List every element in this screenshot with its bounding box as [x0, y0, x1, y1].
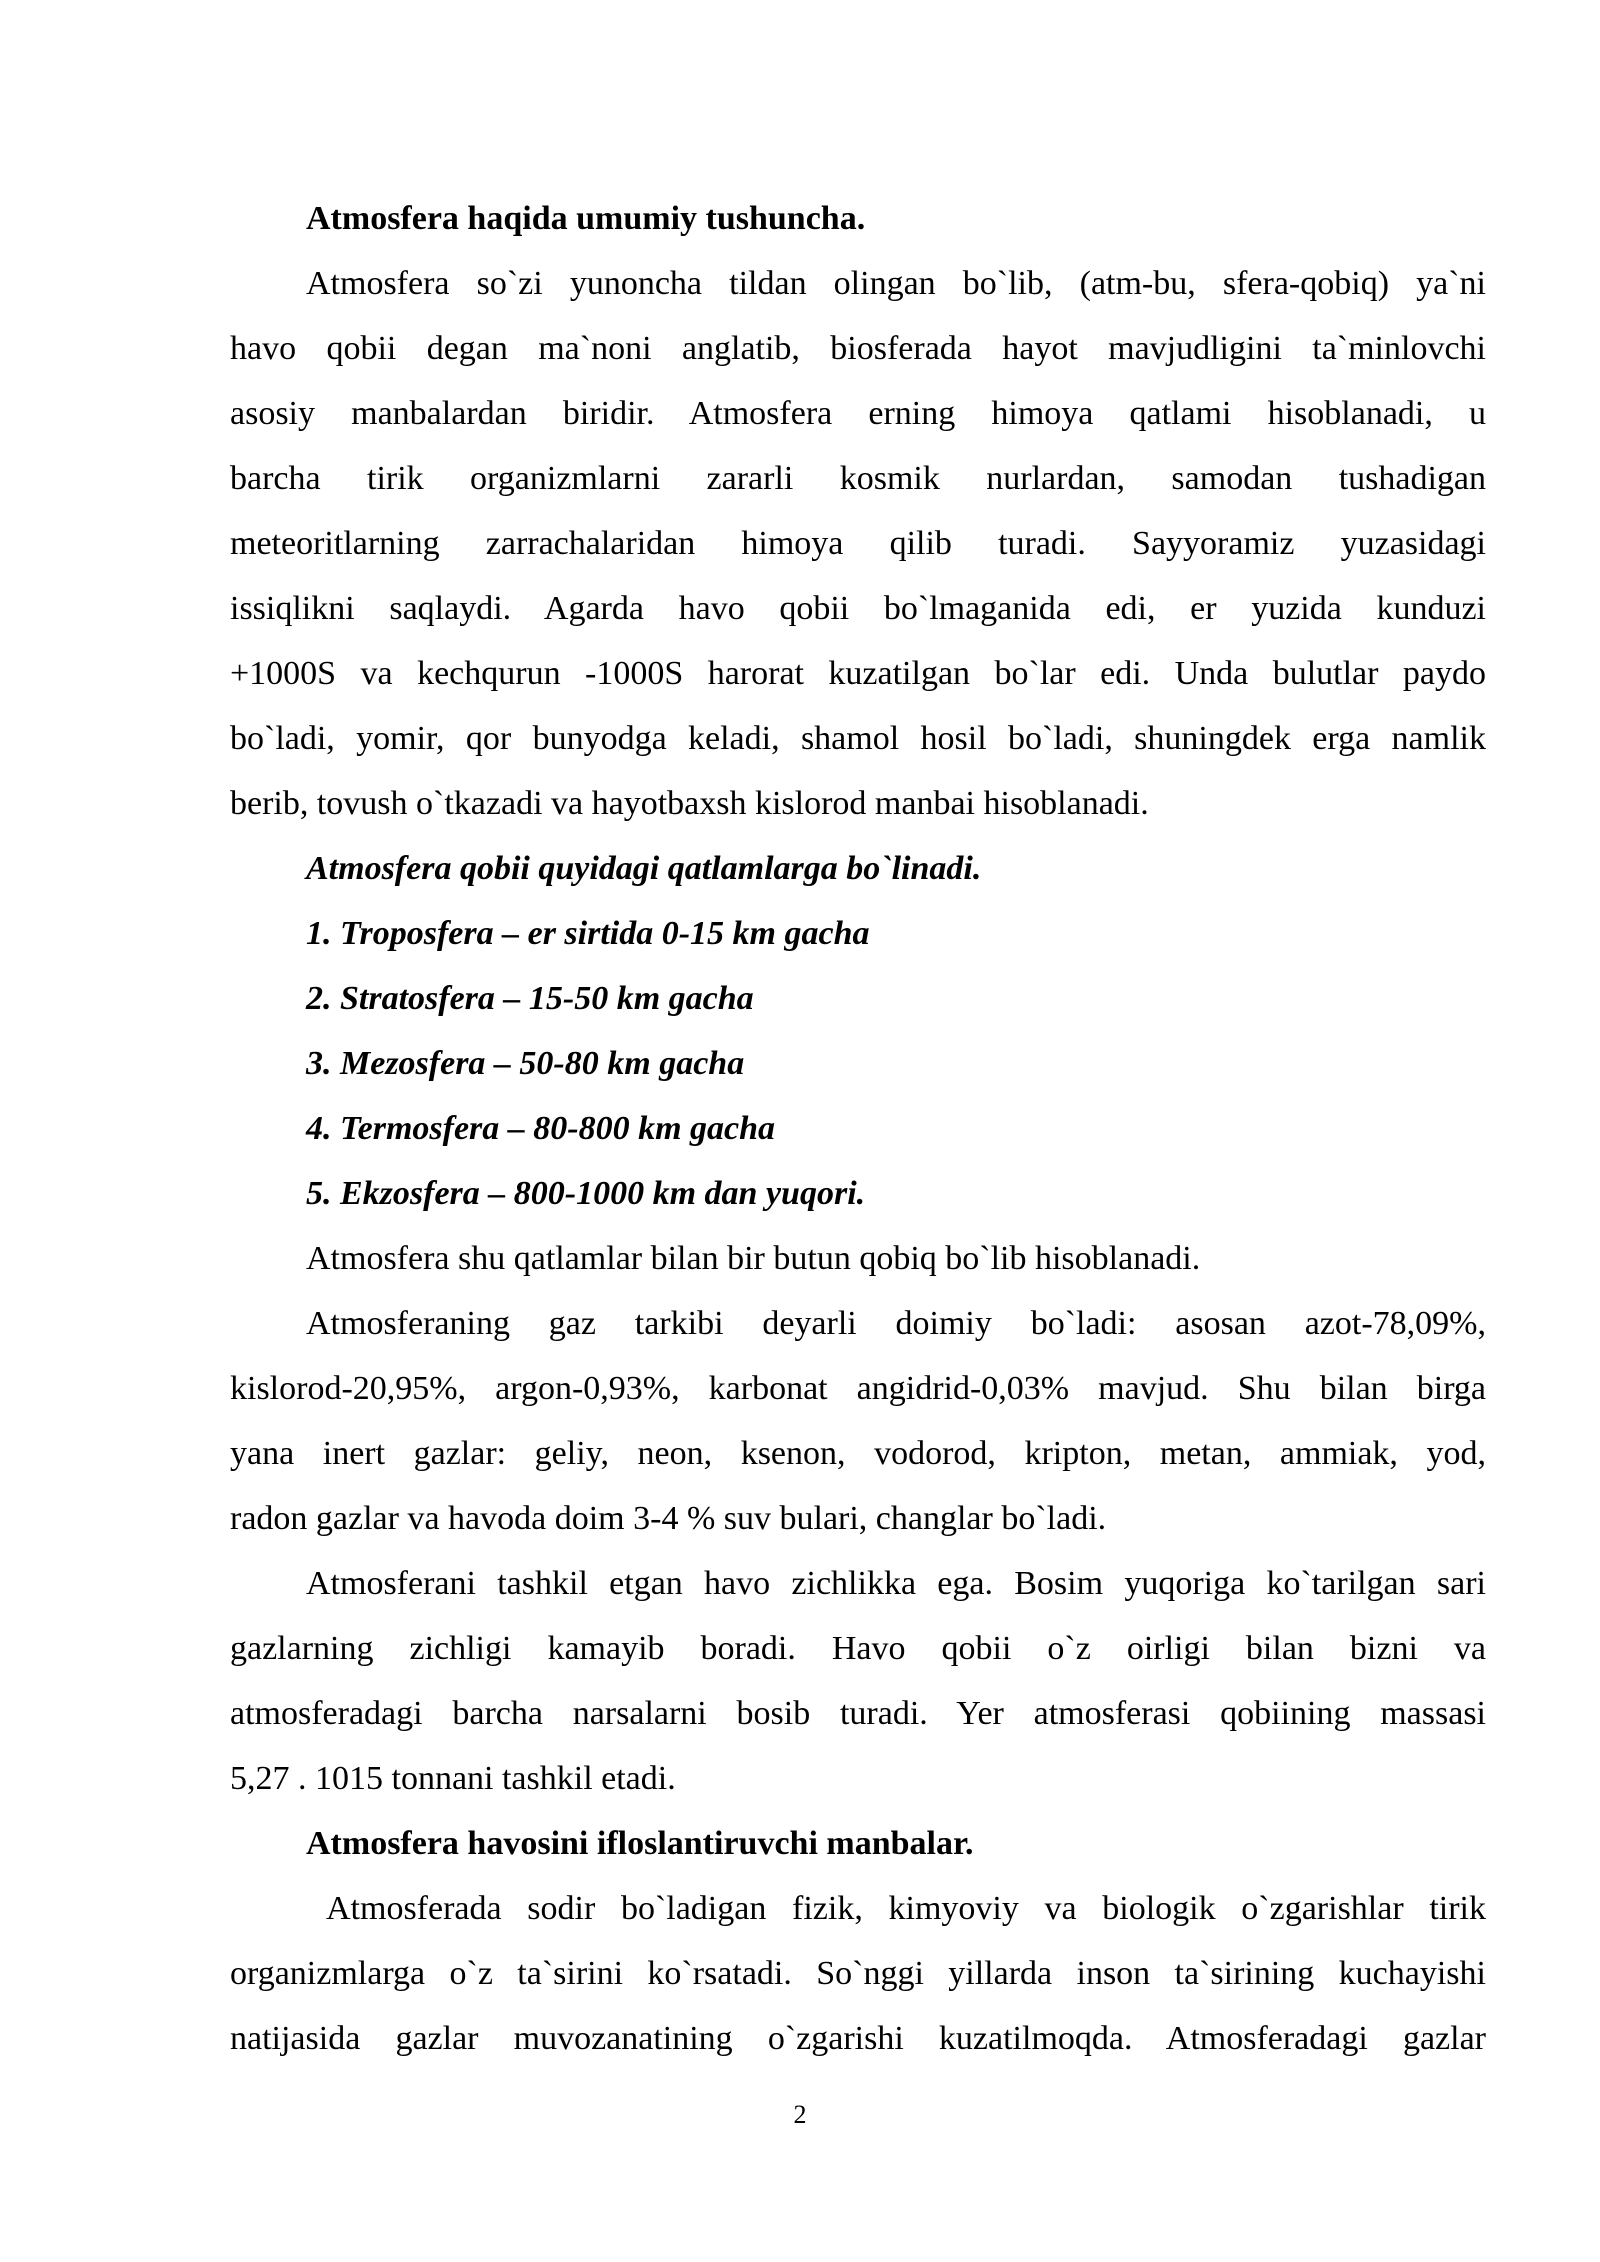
- paragraph-line: havo qobii degan ma`noni anglatib, biosferada hayot mavjudligini ta`minlovchi: [230, 330, 1486, 367]
- paragraph-line: asosiy manbalardan biridir. Atmosfera erning himoya qatlami hisoblanadi, u: [230, 395, 1486, 432]
- paragraph-line: kislorod-20,95%, argon-0,93%, karbonat angidrid-0,03% mavjud. Shu bilan birga: [230, 1370, 1486, 1407]
- paragraph-line: yana inert gazlar: geliy, neon, ksenon, vodorod, kripton, metan, ammiak, yod,: [230, 1435, 1486, 1472]
- paragraph-line: gazlarning zichligi kamayib boradi. Havo qobii o`z oirligi bilan bizni va: [230, 1630, 1486, 1667]
- section-heading-atmosphere-overview: Atmosfera haqida umumiy tushuncha.: [306, 200, 866, 237]
- document-page: [230, 186, 1486, 2071]
- paragraph-line: Atmosferaning gaz tarkibi deyarli doimiy bo`ladi: asosan azot-78,09%,: [306, 1305, 1486, 1342]
- layer-list-item: 3. Mezosfera – 50-80 km gacha: [306, 1045, 745, 1082]
- layer-list-item: 4. Termosfera – 80-800 km gacha: [306, 1110, 776, 1147]
- paragraph-line: Atmosfera shu qatlamlar bilan bir butun qobiq bo`lib hisoblanadi.: [306, 1240, 1201, 1277]
- paragraph-line: meteoritlarning zarrachalaridan himoya qilib turadi. Sayyoramiz yuzasidagi: [230, 525, 1486, 562]
- layer-list-item: 2. Stratosfera – 15-50 km gacha: [306, 980, 754, 1017]
- paragraph-line: barcha tirik organizmlarni zararli kosmik nurlardan, samodan tushadigan: [230, 460, 1486, 497]
- paragraph-line: natijasida gazlar muvozanatining o`zgarishi kuzatilmoqda. Atmosferadagi gazlar: [230, 2020, 1486, 2057]
- paragraph-line: Atmosferani tashkil etgan havo zichlikka ega. Bosim yuqoriga ko`tarilgan sari: [306, 1565, 1486, 1602]
- paragraph-line: bo`ladi, yomir, qor bunyodga keladi, shamol hosil bo`ladi, shuningdek erga namlik: [230, 720, 1486, 757]
- paragraph-line: organizmlarga o`z ta`sirini ko`rsatadi. So`nggi yillarda inson ta`sirining kuchayishi: [230, 1955, 1486, 1992]
- paragraph-line: Atmosfera so`zi yunoncha tildan olingan bo`lib, (atm-bu, sfera-qobiq) ya`ni: [306, 265, 1486, 302]
- layer-list-item: 1. Troposfera – er sirtida 0-15 km gacha: [306, 915, 870, 952]
- layer-list-item: 5. Ekzosfera – 800-1000 km dan yuqori.: [306, 1175, 866, 1212]
- paragraph-line: atmosferadagi barcha narsalarni bosib turadi. Yer atmosferasi qobiining massasi: [230, 1695, 1486, 1732]
- paragraph-line: 5,27 . 1015 tonnani tashkil etadi.: [230, 1760, 676, 1797]
- subheading-atmosphere-layers: Atmosfera qobii quyidagi qatlamlarga bo`linadi.: [306, 850, 982, 887]
- section-heading-pollution-sources: Atmosfera havosini ifloslantiruvchi manbalar.: [306, 1825, 974, 1862]
- paragraph-line: berib, tovush o`tkazadi va hayotbaxsh kislorod manbai hisoblanadi.: [230, 785, 1149, 822]
- paragraph-line: Atmosferada sodir bo`ladigan fizik, kimyoviy va biologik o`zgarishlar tirik: [326, 1890, 1486, 1927]
- paragraph-line: radon gazlar va havoda doim 3-4 % suv bulari, changlar bo`ladi.: [230, 1500, 1107, 1537]
- paragraph-line: +1000S va kechqurun -1000S harorat kuzatilgan bo`lar edi. Unda bulutlar paydo: [230, 655, 1486, 692]
- page-number: 2: [793, 2100, 807, 2129]
- paragraph-line: issiqlikni saqlaydi. Agarda havo qobii bo`lmaganida edi, er yuzida kunduzi: [230, 590, 1486, 627]
